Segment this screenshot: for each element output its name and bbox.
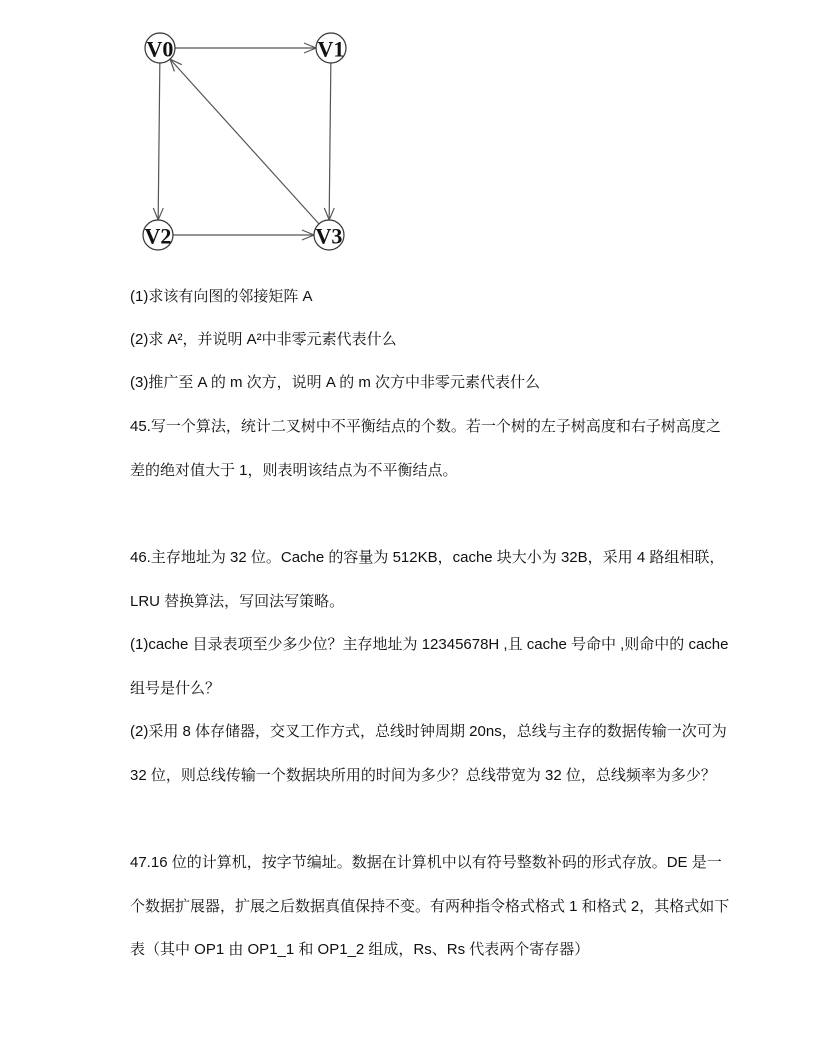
edge-v0-to-v1 <box>175 43 316 53</box>
question-47-line-1: 47.16 位的计算机，按字节编址。数据在计算机中以有符号整数补码的形式存放。DE 是一 <box>130 854 722 871</box>
question-44-part-3: (3)推广至 A 的 m 次方，说明 A 的 m 次方中非零元素代表什么 <box>130 374 541 391</box>
graph-edges <box>153 43 334 240</box>
node-v2 <box>143 220 173 250</box>
node-v1 <box>316 33 346 63</box>
question-45-line-2: 差的绝对值大于 1，则表明该结点为不平衡结点。 <box>130 462 458 479</box>
question-46-part-2-line-1: (2)采用 8 体存储器，交叉工作方式，总线时钟周期 20ns，总线与主存的数据传输一次可为 <box>130 723 727 740</box>
edge-line <box>158 63 160 220</box>
node-v3 <box>314 220 344 250</box>
question-46-line-1: 46.主存地址为 32 位。Cache 的容量为 512KB，cache 块大小为 32B，采用 4 路组相联， <box>130 549 725 566</box>
directed-graph-figure <box>0 0 400 270</box>
edge-v3-to-v0 <box>170 59 319 224</box>
question-46-part-2-line-2: 32 位，则总线传输一个数据块所用的时间为多少？总线带宽为 32 位，总线频率为多少？ <box>130 767 716 784</box>
edge-v2-to-v3 <box>173 230 314 240</box>
node-label: V2 <box>144 223 172 249</box>
question-45-line-1: 45.写一个算法，统计二叉树中不平衡结点的个数。若一个树的左子树高度和右子树高度之 <box>130 418 721 435</box>
edge-v0-to-v2 <box>153 63 163 220</box>
edge-v1-to-v3 <box>324 63 334 220</box>
question-46-line-2: LRU 替换算法，写回法写策略。 <box>130 593 345 610</box>
question-46-part-1-line-2: 组号是什么？ <box>130 680 221 697</box>
question-47-line-3: 表（其中 OP1 由 OP1_1 和 OP1_2 组成，Rs、Rs 代表两个寄存器） <box>130 941 590 958</box>
node-label: V3 <box>315 223 343 249</box>
node-label: V0 <box>146 36 174 62</box>
question-47-line-2: 个数据扩展器，扩展之后数据真值保持不变。有两种指令格式格式 1 和格式 2，其格式如下 <box>130 898 730 915</box>
node-label: V1 <box>317 36 345 62</box>
edge-line <box>329 63 331 220</box>
question-44-part-1: (1)求该有向图的邻接矩阵 A <box>130 288 313 305</box>
edge-line <box>170 59 319 224</box>
question-46-part-1-line-1: (1)cache 目录表项至少多少位？主存地址为 12345678H ,且 cache 号命中 ,则命中的 cache <box>130 636 729 653</box>
node-v0 <box>145 33 175 63</box>
question-44-part-2: (2)求 A²，并说明 A²中非零元素代表什么 <box>130 331 397 348</box>
